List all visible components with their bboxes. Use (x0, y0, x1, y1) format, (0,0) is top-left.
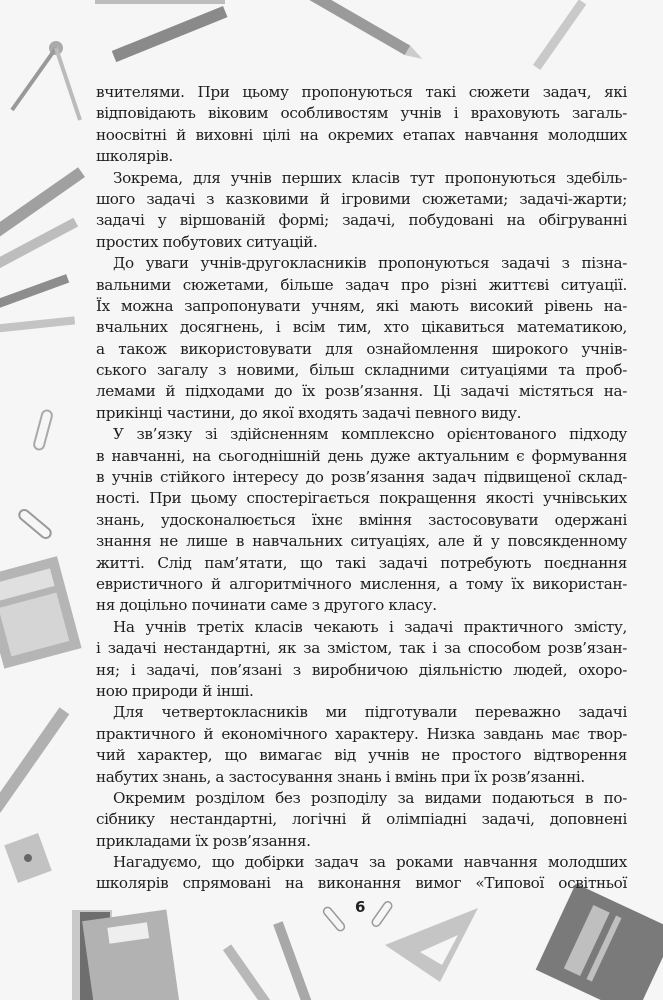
paragraph (96, 82, 627, 168)
text-line: ності. При цьому спостерігається покращення якості учнівських (96, 489, 627, 508)
pencil-icon (292, 0, 425, 64)
pencil-icon (0, 274, 69, 310)
paperclip-icon (371, 900, 394, 928)
text-line: На учнів третіх класів чекають і задачі практичного змісту, (113, 617, 627, 636)
text-line: в навчанні, на сьогоднішній день дуже актуальним є формування (96, 446, 627, 465)
pencil-icon (533, 0, 586, 70)
text-line: чий характер, що вимагає від учнів не простого відтворення (96, 746, 627, 765)
text-line: Їх можна запропонувати учням, які мають високий рівень на- (96, 296, 627, 315)
page-number: 6 (355, 898, 366, 916)
paragraph (96, 852, 627, 895)
text-line: Для четвертокласників ми підготували переважно задачі (113, 703, 627, 722)
compass-icon (12, 41, 80, 120)
text-line: лемами й підходами до їх розв’язання. Ці задачі містяться на- (96, 382, 627, 401)
paperclip-icon (33, 409, 53, 450)
body-text (96, 82, 627, 895)
paragraph (96, 702, 627, 788)
pen-icon (0, 707, 69, 812)
text-line: ня доцільно починати саме з другого класу. (96, 596, 437, 615)
text-line: в учнів стійкого інтересу до розв’язання задач підвищеної склад- (96, 468, 627, 487)
text-line: вчителями. При цьому пропонуються такі сюжети задач, які (96, 83, 627, 101)
text-line: У зв’язку зі здійсненням комплексно орієнтованого підходу (113, 425, 627, 444)
text-line: школярів. (96, 147, 173, 166)
text-line: До уваги учнів-другокласників пропонуються задачі з пізна- (113, 254, 627, 273)
book-icon (536, 884, 663, 1000)
text-line: а також використовувати для ознайомлення широкого учнів- (96, 339, 627, 358)
paperclip-icon (17, 508, 53, 540)
text-line: відповідають віковим особливостям учнів і враховують загаль- (96, 104, 627, 123)
pencil-icon (223, 944, 283, 1000)
notebook-icon (72, 909, 180, 1000)
text-line: ноосвітні й виховні цілі на окремих етапах навчання молодших (96, 125, 627, 144)
text-line: прикінці частини, до якої входять задачі певного виду. (96, 403, 522, 422)
paragraph (96, 788, 627, 852)
text-line: вчальних досягнень, і всім тим, хто цікавиться математикою, (96, 318, 627, 337)
text-line: Нагадуємо, що добірки задач за роками навчання молодших (113, 853, 627, 872)
text-line: Зокрема, для учнів перших класів тут пропонуються здебіль- (113, 168, 627, 187)
pencil-icon (112, 6, 228, 62)
text-line: прикладами їх розв’язання. (96, 831, 311, 850)
paragraph (96, 617, 627, 703)
text-line: практичного й економічного характеру. Низка завдань має твор- (96, 724, 627, 743)
text-line: евристичного й алгоритмічного мислення, а тому їх використан- (96, 574, 627, 593)
paragraph (96, 168, 627, 254)
text-line: школярів спрямовані на виконання вимог «Типової освітньої (96, 874, 627, 893)
text-line: задачі у віршованій формі; задачі, побудовані на обігруванні (96, 211, 627, 230)
paperclip-icon (322, 906, 346, 933)
paragraph (96, 424, 627, 617)
text-line: ною природи й інші. (96, 681, 254, 700)
text-line: шого задачі з казковими й ігровими сюжетами; задачі-жарти; (96, 189, 627, 208)
sharpener-icon (4, 833, 52, 883)
text-line: ня; і задачі, пов’язані з виробничою діяльністю людей, охоро- (96, 660, 627, 679)
text-line: набутих знань, а застосування знань і вмінь при їх розв’язанні. (96, 767, 585, 786)
set-square-icon (385, 908, 478, 982)
paragraph (96, 253, 627, 424)
pencil-icon (95, 0, 225, 4)
text-line: знань, удосконалюється їхнє вміння застосовувати одержані (96, 510, 627, 529)
text-line: і задачі нестандартні, як за змістом, так і за способом розв’язан- (96, 639, 627, 658)
text-line: Окремим розділом без розподілу за видами подаються в по- (113, 788, 627, 807)
text-line: вальними сюжетами, більше задач про різні життєві ситуації. (96, 275, 627, 294)
text-line: простих побутових ситуацій. (96, 232, 318, 251)
text-line: сібнику нестандартні, логічні й олімпіадні задачі, доповнені (96, 810, 627, 829)
pencil-icon (273, 921, 317, 1000)
text-line: житті. Слід пам’ятати, що такі задачі потребують поєднання (96, 553, 627, 572)
pencil-icon (0, 316, 75, 333)
text-line: ського загалу з новими, більш складними ситуаціями та проб- (96, 361, 627, 380)
calculator-icon (0, 556, 82, 668)
text-line: знання не лише в навчальних ситуаціях, але й у повсякденному (96, 532, 627, 551)
